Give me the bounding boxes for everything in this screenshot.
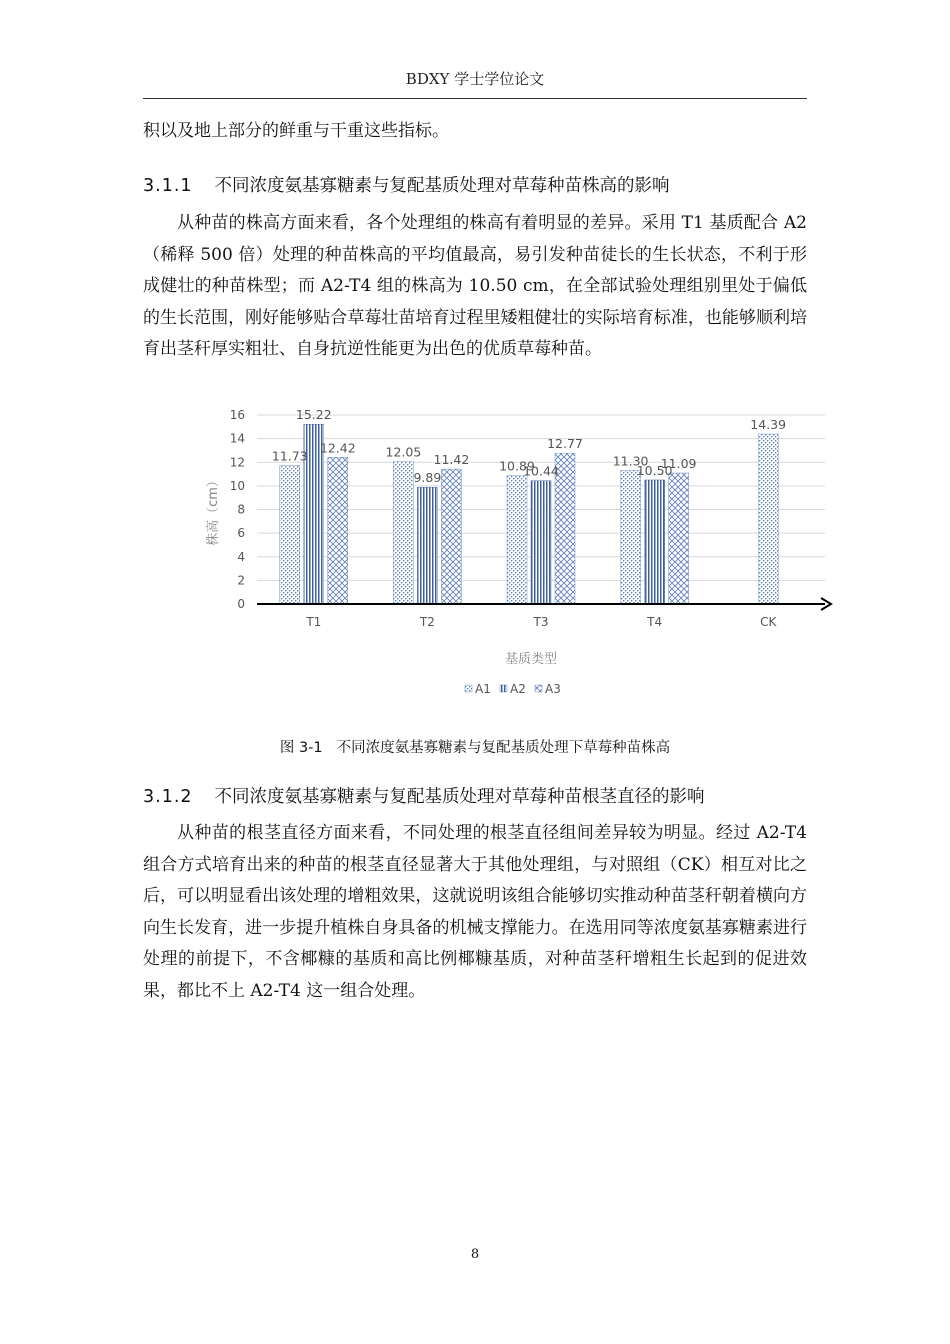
y-tick-label: 6	[237, 526, 245, 541]
y-tick-label: 4	[237, 549, 245, 564]
bar-a1-t3	[507, 475, 527, 604]
bar-a3-t2	[441, 469, 461, 604]
data-label: 12.42	[319, 440, 356, 456]
section-1-paragraph: 从种苗的株高方面来看，各个处理组的株高有着明显的差异。采用 T1 基质配合 A2（稀释 500 倍）处理的种苗株高的平均值最高，易引发种苗徒长的生长状态，不利于形成健壮的种苗株型；而 A2-T4 组的株高为 10.50 cm，在全部试验处理组别里处于偏低的生长范围，刚好能够贴合草莓壮苗培育过程里矮粗健壮的实际培育标准，也能够顺利培育出茎秆厚实粗壮、自身抗逆性能更为出色的优质草莓种苗。	[143, 213, 807, 359]
legend-label: A3	[545, 682, 561, 696]
section-heading-1	[143, 172, 670, 197]
legend-swatch	[535, 685, 542, 692]
x-tick-label: T1	[306, 615, 322, 629]
legend	[465, 682, 561, 696]
x-tick-label: T3	[533, 615, 549, 629]
x-tick-label: T2	[419, 615, 435, 629]
intro-line: 积以及地上部分的鲜重与干重这些指标。	[143, 121, 449, 141]
data-label: 11.09	[660, 455, 697, 471]
header-title: BDXY 学士学位论文	[405, 70, 545, 88]
data-label: 14.39	[750, 417, 787, 433]
bar-a1-t4	[621, 471, 641, 604]
legend-label: A1	[475, 682, 491, 696]
y-tick-label: 16	[229, 408, 245, 422]
bar-a2-t3	[531, 481, 551, 604]
data-label: 10.50	[636, 462, 673, 478]
y-tick-label: 8	[237, 502, 245, 517]
y-axis-label: 株高（cm）	[206, 474, 221, 546]
section-heading-2	[143, 783, 705, 808]
x-tick-label: CK	[760, 615, 777, 629]
legend-label: A2	[510, 682, 526, 696]
bar-a1-t2	[393, 462, 413, 604]
data-labels	[272, 407, 786, 485]
bar-a1-ck	[758, 434, 778, 604]
page-number: 8	[470, 1247, 480, 1262]
data-label: 9.89	[413, 470, 442, 486]
data-label: 10.89	[499, 458, 535, 474]
legend-swatch	[500, 685, 507, 692]
figure-number: 图 3-1	[279, 740, 323, 756]
data-label: 12.05	[385, 444, 422, 460]
section-title: 不同浓度氨基寡糖素与复配基质处理对草莓种苗根茎直径的影响	[214, 787, 705, 807]
section-2-paragraph: 从种苗的根茎直径方面来看，不同处理的根茎直径组间差异较为明显。经过 A2-T4 组合方式培育出来的种苗的根茎直径显著大于其他处理组，与对照组（CK）相互对比之后，可以明显看出该处理的增粗效果，这就说明该组合能够切实推动种苗茎秆朝着横向方向生长发育，进一步提升植株自身具备的机械支撑能力。在选用同等浓度氨基寡糖素进行处理的前提下，不含椰糠的基质和高比例椰糠基质，对种苗茎秆增粗生长起到的促进效果，都比不上 A2-T4 这一组合处理。	[143, 823, 807, 1001]
y-tick-label: 2	[237, 573, 245, 588]
section-title: 不同浓度氨基寡糖素与复配基质处理对草莓种苗株高的影响	[214, 176, 670, 196]
data-label: 12.77	[547, 436, 583, 452]
data-label: 11.42	[433, 452, 470, 468]
data-label: 11.30	[612, 453, 649, 469]
bar-a2-t2	[417, 487, 437, 604]
data-label: 11.73	[271, 448, 308, 464]
bar-a3-t4	[669, 473, 689, 604]
bar-a2-t4	[645, 480, 665, 604]
bar-a3-t1	[328, 457, 348, 604]
bar-a1-t1	[280, 465, 300, 604]
bar-chart	[195, 400, 845, 710]
y-tick-label: 10	[229, 478, 245, 493]
legend-swatch	[465, 685, 472, 692]
y-tick-label: 0	[237, 597, 245, 611]
section-number: 3.1.2	[143, 787, 193, 807]
y-tick-label: 12	[229, 455, 245, 470]
y-tick-label: 14	[229, 431, 245, 446]
section-number: 3.1.1	[143, 176, 193, 196]
figure-caption	[0, 736, 950, 757]
data-label: 15.22	[295, 407, 332, 423]
header-rule	[143, 98, 807, 99]
x-tick-label: T4	[647, 615, 663, 629]
figure-caption-text: 不同浓度氨基寡糖素与复配基质处理下草莓种苗株高	[336, 740, 671, 756]
data-label: 10.44	[523, 463, 559, 479]
x-axis-label: 基质类型	[504, 652, 558, 667]
